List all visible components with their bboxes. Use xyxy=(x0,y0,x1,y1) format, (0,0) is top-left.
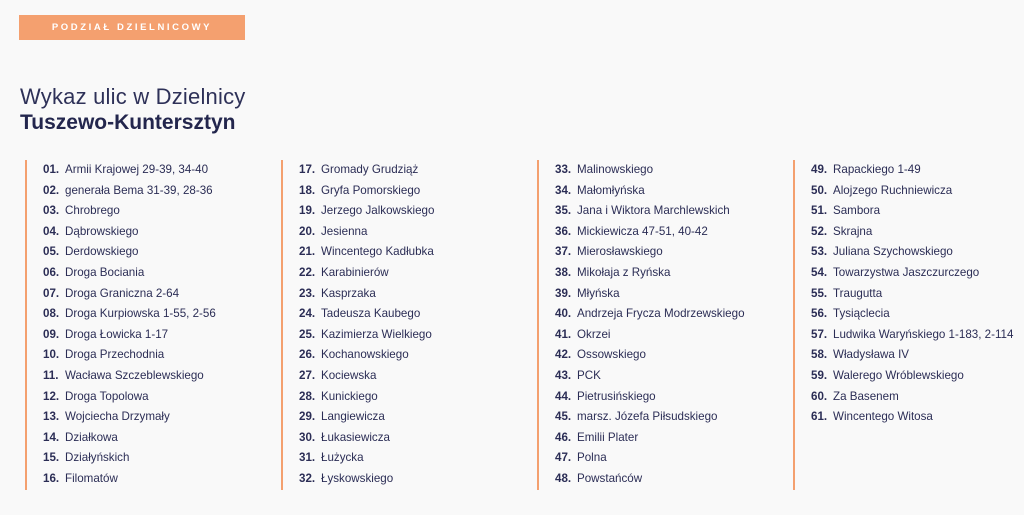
street-name: marsz. Józefa Piłsudskiego xyxy=(577,410,718,424)
street-list-item xyxy=(811,242,1013,263)
street-name: Langiewicza xyxy=(321,410,385,424)
street-list-item xyxy=(555,387,745,408)
street-name: Działkowa xyxy=(65,430,118,444)
street-list-item xyxy=(43,448,216,469)
street-list-item xyxy=(43,181,216,202)
street-number: 09. xyxy=(43,327,60,341)
street-list-item xyxy=(43,428,216,449)
street-list-item xyxy=(811,284,1013,305)
street-number: 37. xyxy=(555,245,572,259)
street-list-item xyxy=(43,284,216,305)
street-name: Mickiewicza 47-51, 40-42 xyxy=(577,224,708,238)
street-name: Wacława Szczeblewskiego xyxy=(65,368,204,382)
street-name: Łukasiewicza xyxy=(321,430,390,444)
street-name: Jesienna xyxy=(321,224,368,238)
street-number: 38. xyxy=(555,265,572,279)
street-list-item xyxy=(299,325,434,346)
street-list-item xyxy=(43,201,216,222)
street-name: Droga Kurpiowska 1-55, 2-56 xyxy=(65,307,216,321)
street-list-item xyxy=(43,160,216,181)
street-number: 05. xyxy=(43,245,60,259)
street-name: Kociewska xyxy=(321,368,377,382)
street-name: Kochanowskiego xyxy=(321,348,409,362)
street-number: 18. xyxy=(299,183,316,197)
street-number: 06. xyxy=(43,265,60,279)
street-name: Kasprzaka xyxy=(321,286,376,300)
street-number: 43. xyxy=(555,368,572,382)
street-list-item xyxy=(299,304,434,325)
street-number: 36. xyxy=(555,224,572,238)
street-list-item xyxy=(299,242,434,263)
street-list-item xyxy=(811,263,1013,284)
street-name: Derdowskiego xyxy=(65,245,139,259)
page-title: Wykaz ulic w Dzielnicy xyxy=(20,84,246,109)
street-name: Emilii Plater xyxy=(577,430,639,444)
street-name: Armii Krajowej 29-39, 34-40 xyxy=(65,163,209,176)
district-name: Tuszewo-Kuntersztyn xyxy=(20,111,236,134)
street-list-item xyxy=(299,448,434,469)
street-number: 32. xyxy=(299,471,316,485)
street-number: 29. xyxy=(299,410,316,424)
street-name: Władysława IV xyxy=(833,348,910,362)
street-name: Polna xyxy=(577,451,607,465)
street-list-item xyxy=(555,181,745,202)
street-name: Mierosławskiego xyxy=(577,245,663,259)
street-column-2 xyxy=(281,160,434,490)
street-name: Rapackiego 1-49 xyxy=(833,163,921,176)
street-list-item xyxy=(555,325,745,346)
street-number: 04. xyxy=(43,224,60,238)
street-number: 27. xyxy=(299,368,316,382)
street-number: 33. xyxy=(555,163,572,176)
street-number: 30. xyxy=(299,430,316,444)
street-list-item xyxy=(299,201,434,222)
street-list-item xyxy=(555,345,745,366)
street-number: 34. xyxy=(555,183,572,197)
street-number: 44. xyxy=(555,389,572,403)
street-number: 58. xyxy=(811,348,828,362)
street-list-item xyxy=(299,387,434,408)
street-column-1 xyxy=(25,160,216,490)
street-list-item xyxy=(811,201,1013,222)
street-number: 49. xyxy=(811,163,828,176)
street-number: 02. xyxy=(43,183,60,197)
street-list-item xyxy=(555,428,745,449)
street-number: 13. xyxy=(43,410,60,424)
street-list-item xyxy=(43,387,216,408)
street-name: Wojciecha Drzymały xyxy=(65,410,170,424)
street-list-item xyxy=(811,304,1013,325)
street-name: Wincentego Kadłubka xyxy=(321,245,434,259)
street-name: Jana i Wiktora Marchlewskich xyxy=(577,204,730,218)
street-number: 52. xyxy=(811,224,828,238)
street-name: Karabinierów xyxy=(321,265,389,279)
street-name: Tysiąclecia xyxy=(833,307,890,321)
street-list-item xyxy=(299,222,434,243)
street-number: 10. xyxy=(43,348,60,362)
street-number: 46. xyxy=(555,430,572,444)
street-list-item xyxy=(299,366,434,387)
street-name: Gryfa Pomorskiego xyxy=(321,183,421,197)
street-name: Traugutta xyxy=(833,286,883,300)
street-number: 39. xyxy=(555,286,572,300)
street-number: 11. xyxy=(43,368,59,382)
street-list-item xyxy=(43,304,216,325)
street-list-item xyxy=(299,407,434,428)
street-list-item xyxy=(555,304,745,325)
street-name: Za Basenem xyxy=(833,389,899,403)
street-number: 60. xyxy=(811,389,828,403)
street-number: 56. xyxy=(811,307,828,321)
street-list-item xyxy=(299,469,434,490)
street-name: Wincentego Witosa xyxy=(833,410,933,424)
street-number: 15. xyxy=(43,451,60,465)
street-number: 28. xyxy=(299,389,316,403)
street-number: 45. xyxy=(555,410,572,424)
street-number: 50. xyxy=(811,183,828,197)
street-list-item xyxy=(43,325,216,346)
street-list-item xyxy=(811,325,1013,346)
street-list-item xyxy=(555,263,745,284)
street-name: Dąbrowskiego xyxy=(65,224,139,238)
street-number: 47. xyxy=(555,451,572,465)
street-number: 16. xyxy=(43,471,60,485)
street-name: Towarzystwa Jaszczurczego xyxy=(833,265,980,279)
street-list-item xyxy=(811,366,1013,387)
street-number: 24. xyxy=(299,307,316,321)
street-list-item xyxy=(299,284,434,305)
street-list-item xyxy=(299,263,434,284)
street-number: 19. xyxy=(299,204,316,218)
street-list-item xyxy=(811,407,1013,428)
street-number: 21. xyxy=(299,245,316,259)
street-list-item xyxy=(43,222,216,243)
street-list-item xyxy=(299,181,434,202)
street-name: Kunickiego xyxy=(321,389,378,403)
street-name: Ludwika Waryńskiego 1-183, 2-114 xyxy=(833,327,1014,341)
street-name: Droga Graniczna 2-64 xyxy=(65,286,180,300)
street-list-item xyxy=(555,201,745,222)
street-number: 42. xyxy=(555,348,572,362)
street-name: Chrobrego xyxy=(65,204,120,218)
street-name: Jerzego Jalkowskiego xyxy=(321,204,435,218)
street-number: 14. xyxy=(43,430,60,444)
street-list-item xyxy=(555,242,745,263)
street-list-item xyxy=(299,428,434,449)
street-number: 57. xyxy=(811,327,828,341)
street-name: Gromady Grudziąż xyxy=(321,163,419,176)
street-column-3 xyxy=(537,160,745,490)
street-list-item xyxy=(811,387,1013,408)
street-number: 51. xyxy=(811,204,828,218)
street-number: 40. xyxy=(555,307,572,321)
street-name: Droga Przechodnia xyxy=(65,348,165,362)
street-number: 12. xyxy=(43,389,60,403)
street-list-item xyxy=(811,345,1013,366)
street-number: 23. xyxy=(299,286,316,300)
street-list-item xyxy=(299,160,434,181)
street-number: 22. xyxy=(299,265,316,279)
street-name: Łyskowskiego xyxy=(321,471,394,485)
street-list-item xyxy=(43,366,216,387)
street-name: Powstańców xyxy=(577,471,643,485)
street-name: Droga Łowicka 1-17 xyxy=(65,327,169,341)
street-name: Kazimierza Wielkiego xyxy=(321,327,432,341)
street-number: 01. xyxy=(43,163,60,176)
street-number: 53. xyxy=(811,245,828,259)
street-number: 17. xyxy=(299,163,316,176)
street-list-item xyxy=(43,345,216,366)
street-number: 41. xyxy=(555,327,572,341)
street-list-item xyxy=(555,407,745,428)
street-number: 26. xyxy=(299,348,316,362)
street-list-item xyxy=(43,407,216,428)
street-list-item xyxy=(555,366,745,387)
street-name: Skrajna xyxy=(833,224,873,238)
street-name: Łużycka xyxy=(321,451,364,465)
street-name: Droga Topolowa xyxy=(65,389,149,403)
street-list-item xyxy=(43,242,216,263)
street-number: 35. xyxy=(555,204,572,218)
street-name: Andrzeja Frycza Modrzewskiego xyxy=(577,307,745,321)
street-list-item xyxy=(555,284,745,305)
street-name: Juliana Szychowskiego xyxy=(833,245,953,259)
street-list-item xyxy=(43,469,216,490)
street-list-item xyxy=(299,345,434,366)
street-number: 31. xyxy=(299,451,316,465)
street-list-item xyxy=(811,160,1013,181)
street-name: Mikołaja z Ryńska xyxy=(577,265,671,279)
street-name: Sambora xyxy=(833,204,881,218)
street-name: Malinowskiego xyxy=(577,163,654,176)
street-list-item xyxy=(811,181,1013,202)
street-number: 20. xyxy=(299,224,316,238)
street-name: Młyńska xyxy=(577,286,620,300)
street-list-item xyxy=(43,263,216,284)
street-number: 07. xyxy=(43,286,60,300)
street-name: Walerego Wróblewskiego xyxy=(833,368,964,382)
street-name: Tadeusza Kaubego xyxy=(321,307,421,321)
street-number: 03. xyxy=(43,204,60,218)
street-number: 54. xyxy=(811,265,828,279)
street-name: Działyńskich xyxy=(65,451,130,465)
street-number: 61. xyxy=(811,410,828,424)
street-list-item xyxy=(555,448,745,469)
street-name: Droga Bociania xyxy=(65,265,145,279)
street-name: PCK xyxy=(577,368,601,382)
street-number: 48. xyxy=(555,471,572,485)
street-name: Okrzei xyxy=(577,327,611,341)
street-list-item xyxy=(555,222,745,243)
street-name: Małomłyńska xyxy=(577,183,645,197)
street-list-item xyxy=(555,160,745,181)
street-name: Ossowskiego xyxy=(577,348,646,362)
section-badge: PODZIAŁ DZIELNICOWY xyxy=(19,15,245,40)
street-list-item xyxy=(555,469,745,490)
street-name: Pietrusińskiego xyxy=(577,389,656,403)
street-list-item xyxy=(811,222,1013,243)
street-number: 55. xyxy=(811,286,828,300)
street-number: 25. xyxy=(299,327,316,341)
street-name: generała Bema 31-39, 28-36 xyxy=(65,183,213,197)
street-column-4 xyxy=(793,160,1013,490)
street-name: Filomatów xyxy=(65,471,118,485)
street-name: Alojzego Ruchniewicza xyxy=(833,183,953,197)
street-number: 59. xyxy=(811,368,828,382)
street-number: 08. xyxy=(43,307,60,321)
